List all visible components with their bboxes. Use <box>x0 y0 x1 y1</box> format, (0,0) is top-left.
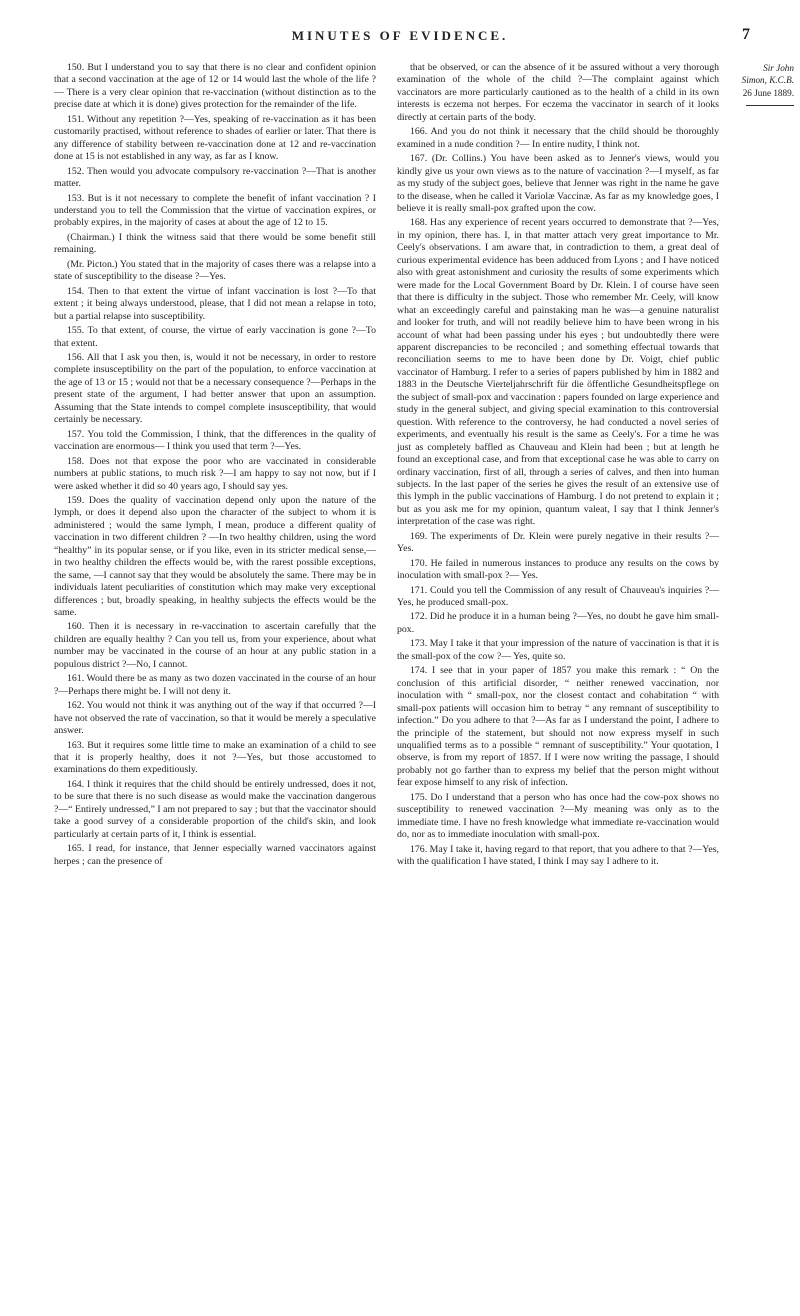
paragraph: 152. Then would you advocate compulsory re-vaccination ?—That is another matter. <box>54 165 376 190</box>
paragraph: 170. He failed in numerous instances to produce any results on the cows by inoculation with small-pox ?— Yes. <box>397 557 719 582</box>
paragraph: 162. You would not think it was anything out of the way if that occurred ?—I have not observed the rate of vaccination, so that it would be merely a speculative answer. <box>54 700 376 737</box>
paragraph: 160. Then it is necessary in re-vaccination to ascertain carefully that the children are equally healthy ? Can you tell us, from your experience, about what number may be vaccinated in the course of an hour at any public station in a populous district ?—No, I cannot. <box>54 621 376 670</box>
margin-note <box>728 62 794 106</box>
paragraph: 168. Has any experience of recent years occurred to demonstrate that ?—Yes, in my opinion, there has. I, in that matter attach very great importance to Mr. Ceely's observations. I am aware that, in contradiction to them, a great deal of curious experimental evidence has been adduced from Lyons ; and I have noticed also with great astonishment and curiosity the results of some experiments which were made for the Local Government Board by Dr. Klein. I of course have seen that there is difficulty in the subject. Those who remember Mr. Ceely, will know what an exceedingly careful and painstaking man he was—a genuine naturalist and looker for truth, and will not readily believe him to have been wrong in his account of what had been passing under his eyes ; but undoubtedly there were apparent discrepancies to be reconciled ; and something effectual towards that reconciliation seems to me to have been done by Dr. Voigt, chief public vaccinator of Hamburg. I refer to a series of papers published by him in 1882 and 1883 in the Deutsche Vierteljahrschrift für die öffentliche Gesundheitspflege on the subject of small-pox and vaccination : papers founded on large experience and study in the general subject, and giving special examination to this controversial question. With reference to the controversy, he had conducted a novel series of experiments, and eventually his result is the same as Ceely's. For a time he was just as completely baffled as Chauveau and Klein had been ; but at length he found an exceptional case, and from that exceptional case he was able to carry on ordinary vaccination, first of all, through a series of calves, and then into human subjects. In the last paper of the series he gives the result of an extensive use of this lymph in the public vaccinations of Hamburg. I do not pretend to explain it ; but as you ask me for my opinion, quantum valeat, I say that I think Jenner's interpretation of the case was right. <box>397 217 719 528</box>
paragraph: that be observed, or can the absence of it be assured without a very thorough examination of the whole of the child ?—The complaint against which vaccinators are more particularly cautioned as to the health of a child in its own interests is eczema not herpes. For eczema the vaccinator in search of it looks directly at certain parts of the body. <box>397 62 719 123</box>
paragraph: 167. (Dr. Collins.) You have been asked as to Jenner's views, would you kindly give us your own views as to the nature of vaccination ?—I myself, as far as my study of the subject goes, believe that Jenner was right in the name he gave to the disease, when he called it Variolæ Vaccinæ. As far as my knowledge goes, I believe it is really small-pox grafted upon the cow. <box>397 153 719 214</box>
paragraph: 154. Then to that extent the virtue of infant vaccination is lost ?—To that extent ; it being always understood, please, that I did not mean a relapse in toto, but a partial relapse into susceptibility. <box>54 285 376 322</box>
paragraph: 153. But is it not necessary to complete the benefit of infant vaccination ? I understand you to tell the Commission that the virtue of vaccination expires, or probably expires, in the majority of cases at about the age of 12 to 15. <box>54 192 376 229</box>
paragraph: 176. May I take it, having regard to that report, that you adhere to that ?—Yes, with the qualification I have stated, I think I may say I adhere to it. <box>397 843 719 868</box>
paragraph: 165. I read, for instance, that Jenner especially warned vaccinators against herpes ; can the presence of <box>54 843 376 867</box>
left-column <box>54 62 376 870</box>
paragraph: 172. Did he produce it in a human being ?—Yes, no doubt he gave him small-pox. <box>397 611 719 635</box>
paragraph: (Mr. Picton.) You stated that in the majority of cases there was a relapse into a state of susceptibility to the disease ?—Yes. <box>54 258 376 283</box>
paragraph: 161. Would there be as many as two dozen vaccinated in the course of an hour ?—Perhaps there might be. I will not deny it. <box>54 673 376 697</box>
right-column <box>397 62 719 871</box>
paragraph: (Chairman.) I think the witness said that there would be some benefit still remaining. <box>54 231 376 256</box>
paragraph: 169. The experiments of Dr. Klein were purely negative in their results ?—Yes. <box>397 530 719 555</box>
paragraph: 158. Does not that expose the poor who are vaccinated in considerable numbers at public stations, to much risk ?—I am happy to say not now, but if I were asked whether it did so 40 years ago, I should say yes. <box>54 455 376 492</box>
witness-name-line1: Sir John <box>763 63 794 73</box>
paragraph: 163. But it requires some little time to make an examination of a child to see that it is properly healthy, does it not ?—Yes, but those accustomed to examinations do them expeditiously. <box>54 739 376 776</box>
paragraph: 157. You told the Commission, I think, that the differences in the quality of vaccination are enormous— I think you used that term ?—Yes. <box>54 428 376 453</box>
paragraph: 173. May I take it that your impression of the nature of vaccination is that it is the small-pox of the cow ?— Yes, quite so. <box>397 638 719 662</box>
paragraph: 174. I see that in your paper of 1857 you make this remark : “ On the conclusion of this artificial disorder, “ neither renewed vaccination, nor inoculation with “ small-pox, nor the closest contact and cohabitation “ with small-pox patients will occasion him to betray “ any remnant of susceptibility to infection.” Do you adhere to that ?—As far as I understand the point, I adhere to the principle of the statement, but should not now express myself in such unqualified terms as to a possible “ remnant of susceptibility.” Your quotation, I observe, is from my report of 1857. If I were now writing the passage, I should probably not go farther than to express my belief that the person might without fear expose himself to any risk of infection. <box>397 665 719 789</box>
running-title: MINUTES OF EVIDENCE. <box>291 28 509 43</box>
witness-date: 26 June 1889. <box>742 87 794 98</box>
paragraph: 171. Could you tell the Commission of any result of Chauveau's inquiries ?—Yes, he produced small-pox. <box>397 584 719 609</box>
witness-name-line2: Simon, K.C.B. <box>741 75 794 86</box>
paragraph: 175. Do I understand that a person who has once had the cow-pox shows no susceptibility to renewed vaccination ?—My meaning was only as to the immediate time. I have no fresh knowledge what immediate re-vaccination would do, nor as to immediate inoculation with small-pox. <box>397 791 719 841</box>
paragraph: 166. And you do not think it necessary that the child should be thoroughly examined in a nude condition ?— In entire nudity, I think not. <box>397 126 719 150</box>
paragraph: 164. I think it requires that the child should be entirely undressed, does it not, to be sure that there is no such disease as would make the vaccination dangerous ?—“ Entirely undressed,” I am not prepared to say ; but that the vaccinator should take a good survey of a considerable proportion of the child's skin, and look particularly at certain parts of it, I think is essential. <box>54 778 376 840</box>
paragraph: 155. To that extent, of course, the virtue of early vaccination is gone ?—To that extent. <box>54 325 376 349</box>
paragraph: 151. Without any repetition ?—Yes, speaking of re-vaccination as it has been customarily practised, without reference to shades of earlier or later. That there is any difference of stability between re-vaccination done at 12 and re-vaccination done at 15 is not established in any way, as far as I know. <box>54 113 376 163</box>
margin-rule <box>746 105 794 106</box>
paragraph: 159. Does the quality of vaccination depend only upon the nature of the lymph, or does it depend also upon the character of the subject to whom it is administered ; would the same lymph, I mean, produce a different quality of vaccination in two different children ? —In two healthy children, using the word “healthy” in its popular sense, or if you like, even in its stricter medical sense,—in two healthy children the effects would be, with the rarest possible exceptions, the same, —I cannot say that they would be absolutely the same. There may be in individuals latent peculiarities of constitution which may make very exceptional differences ; but, broadly speaking, in healthy subjects the effects would be the same. <box>54 494 376 619</box>
paragraph: 156. All that I ask you then, is, would it not be necessary, in order to restore complete insusceptibility on the part of the population, to enforce vaccination at the age of 13 or 15 ; would not that be a necessary consequence ?—Perhaps in the present state of the argument, I had better answer that upon an assumption. Assuming that the State intends to compel complete insusceptibility, that would certainly be necessary. <box>54 351 376 426</box>
paragraph: 150. But I understand you to say that there is no clear and confident opinion that a second vaccination at the age of 12 or 14 would last the whole of the life ?— There is a very clear opinion that re-vaccination (without distinction as to the precise date at which it is done) gives protection for the remainder of the life. <box>54 62 376 111</box>
page-header <box>46 28 754 48</box>
page-number: 7 <box>742 26 750 43</box>
